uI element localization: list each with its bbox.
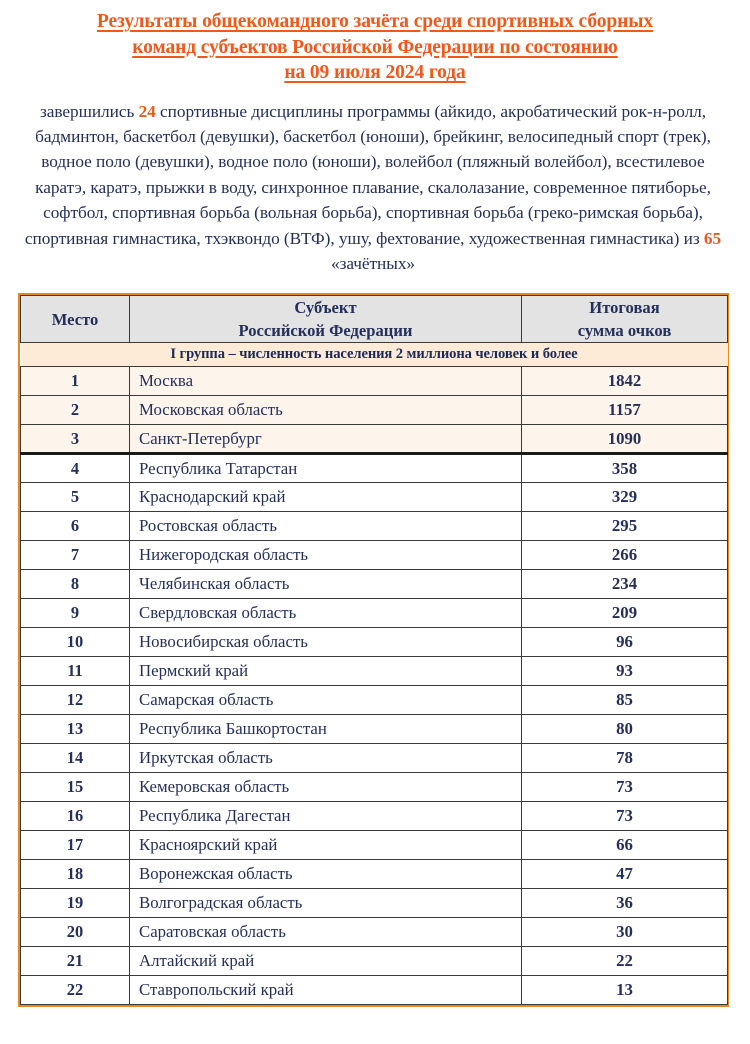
- cell-points: 209: [522, 599, 728, 628]
- column-header-points-line-1: Итоговая: [589, 298, 660, 318]
- cell-subject: Москва: [130, 367, 522, 396]
- standings-table-container: [18, 293, 729, 1007]
- cell-subject: Саратовская область: [130, 918, 522, 947]
- column-header-points: [522, 296, 728, 343]
- cell-place: 6: [21, 512, 130, 541]
- table-row: [21, 744, 728, 773]
- cell-subject: Челябинская область: [130, 570, 522, 599]
- cell-points: 66: [522, 831, 728, 860]
- cell-subject: Республика Дагестан: [130, 802, 522, 831]
- cell-place: 3: [21, 425, 130, 454]
- discipline-count: 24: [138, 101, 156, 121]
- table-row: [21, 947, 728, 976]
- cell-points: 73: [522, 802, 728, 831]
- table-row: [21, 831, 728, 860]
- intro-prefix: завершились: [39, 101, 135, 121]
- table-row: [21, 541, 728, 570]
- cell-place: 14: [21, 744, 130, 773]
- table-body: [21, 343, 728, 1005]
- cell-subject: Республика Башкортостан: [130, 715, 522, 744]
- cell-place: 5: [21, 483, 130, 512]
- cell-points: 47: [522, 860, 728, 889]
- table-row: [21, 715, 728, 744]
- cell-points: 22: [522, 947, 728, 976]
- table-row: [21, 657, 728, 686]
- cell-subject: Нижегородская область: [130, 541, 522, 570]
- cell-points: 13: [522, 976, 728, 1005]
- cell-subject: Краснодарский край: [130, 483, 522, 512]
- group-header-row: [21, 343, 728, 367]
- cell-place: 8: [21, 570, 130, 599]
- cell-points: 36: [522, 889, 728, 918]
- cell-points: 295: [522, 512, 728, 541]
- cell-points: 329: [522, 483, 728, 512]
- table-header: [21, 296, 728, 343]
- cell-subject: Красноярский край: [130, 831, 522, 860]
- column-header-subject-line-1: Субъект: [294, 298, 357, 318]
- cell-place: 2: [21, 396, 130, 425]
- cell-subject: Свердловская область: [130, 599, 522, 628]
- cell-place: 10: [21, 628, 130, 657]
- cell-subject: Пермский край: [130, 657, 522, 686]
- cell-subject: Новосибирская область: [130, 628, 522, 657]
- cell-place: 16: [21, 802, 130, 831]
- table-row: [21, 628, 728, 657]
- cell-place: 22: [21, 976, 130, 1005]
- page-title-line-3: на 09 июля 2024 года: [284, 62, 466, 83]
- intro-paragraph: [0, 86, 750, 277]
- cell-points: 78: [522, 744, 728, 773]
- total-count: 65: [703, 228, 722, 248]
- table-row: [21, 570, 728, 599]
- cell-points: 30: [522, 918, 728, 947]
- table-row: [21, 686, 728, 715]
- cell-place: 13: [21, 715, 130, 744]
- page-title-line-1: Результаты общекомандного зачёта среди спортивных сборных: [96, 11, 654, 32]
- column-header-subject-line-2: Российской Федерации: [238, 321, 413, 341]
- cell-place: 20: [21, 918, 130, 947]
- cell-place: 1: [21, 367, 130, 396]
- cell-points: 80: [522, 715, 728, 744]
- cell-points: 93: [522, 657, 728, 686]
- cell-subject: Ростовская область: [130, 512, 522, 541]
- cell-place: 11: [21, 657, 130, 686]
- table-row: [21, 599, 728, 628]
- cell-points: 85: [522, 686, 728, 715]
- cell-place: 18: [21, 860, 130, 889]
- cell-subject: Ставропольский край: [130, 976, 522, 1005]
- intro-body: спортивные дисциплины программы (айкидо, акробатический рок-н-ролл, бадминтон, баскетбол (девушки), баскетбол (юноши), брейкинг, велосипедный спорт (трек), водное поло (девушки), водное поло (юноши), волейбол (пляжный волейбол), всестилевое каратэ, каратэ, прыжки в воду, синхронное плавание, скалолазание, современное пятиборье, софтбол, спортивная борьба (вольная борьба), спортивная борьба (греко-римская борьба), спортивная гимнастика, тхэквондо (ВТФ), ушу, фехтование, художественная гимнастика) из: [24, 101, 711, 248]
- cell-points: 358: [522, 454, 728, 483]
- cell-points: 266: [522, 541, 728, 570]
- table-row: [21, 483, 728, 512]
- cell-subject: Иркутская область: [130, 744, 522, 773]
- table-row: [21, 976, 728, 1005]
- cell-place: 19: [21, 889, 130, 918]
- cell-points: 1157: [522, 396, 728, 425]
- cell-place: 9: [21, 599, 130, 628]
- cell-subject: Республика Татарстан: [130, 454, 522, 483]
- cell-place: 4: [21, 454, 130, 483]
- cell-points: 96: [522, 628, 728, 657]
- table-row: [21, 860, 728, 889]
- page-title-line-2: команд субъектов Российской Федерации по состоянию: [132, 36, 618, 58]
- column-header-points-line-2: сумма очков: [577, 321, 672, 341]
- table-row: [21, 396, 728, 425]
- cell-place: 12: [21, 686, 130, 715]
- column-header-subject: [130, 296, 522, 343]
- page-title: [0, 0, 750, 86]
- table-row: [21, 425, 728, 454]
- table-row: [21, 512, 728, 541]
- cell-points: 1842: [522, 367, 728, 396]
- cell-subject: Самарская область: [130, 686, 522, 715]
- cell-place: 15: [21, 773, 130, 802]
- cell-subject: Кемеровская область: [130, 773, 522, 802]
- cell-subject: Алтайский край: [130, 947, 522, 976]
- cell-subject: Московская область: [130, 396, 522, 425]
- intro-suffix: «зачётных»: [331, 253, 415, 273]
- table-row: [21, 889, 728, 918]
- group-header-label: I группа – численность населения 2 миллиона человек и более: [21, 343, 728, 367]
- table-row: [21, 918, 728, 947]
- cell-place: 17: [21, 831, 130, 860]
- column-header-place: Место: [21, 296, 130, 343]
- cell-subject: Воронежская область: [130, 860, 522, 889]
- cell-place: 7: [21, 541, 130, 570]
- cell-place: 21: [21, 947, 130, 976]
- cell-points: 234: [522, 570, 728, 599]
- cell-points: 1090: [522, 425, 728, 454]
- table-row: [21, 367, 728, 396]
- table-row: [21, 773, 728, 802]
- table-row: [21, 454, 728, 483]
- table-row: [21, 802, 728, 831]
- cell-subject: Волгоградская область: [130, 889, 522, 918]
- table-header-row: [21, 296, 728, 343]
- standings-table: [20, 295, 728, 1005]
- cell-points: 73: [522, 773, 728, 802]
- cell-subject: Санкт-Петербург: [130, 425, 522, 454]
